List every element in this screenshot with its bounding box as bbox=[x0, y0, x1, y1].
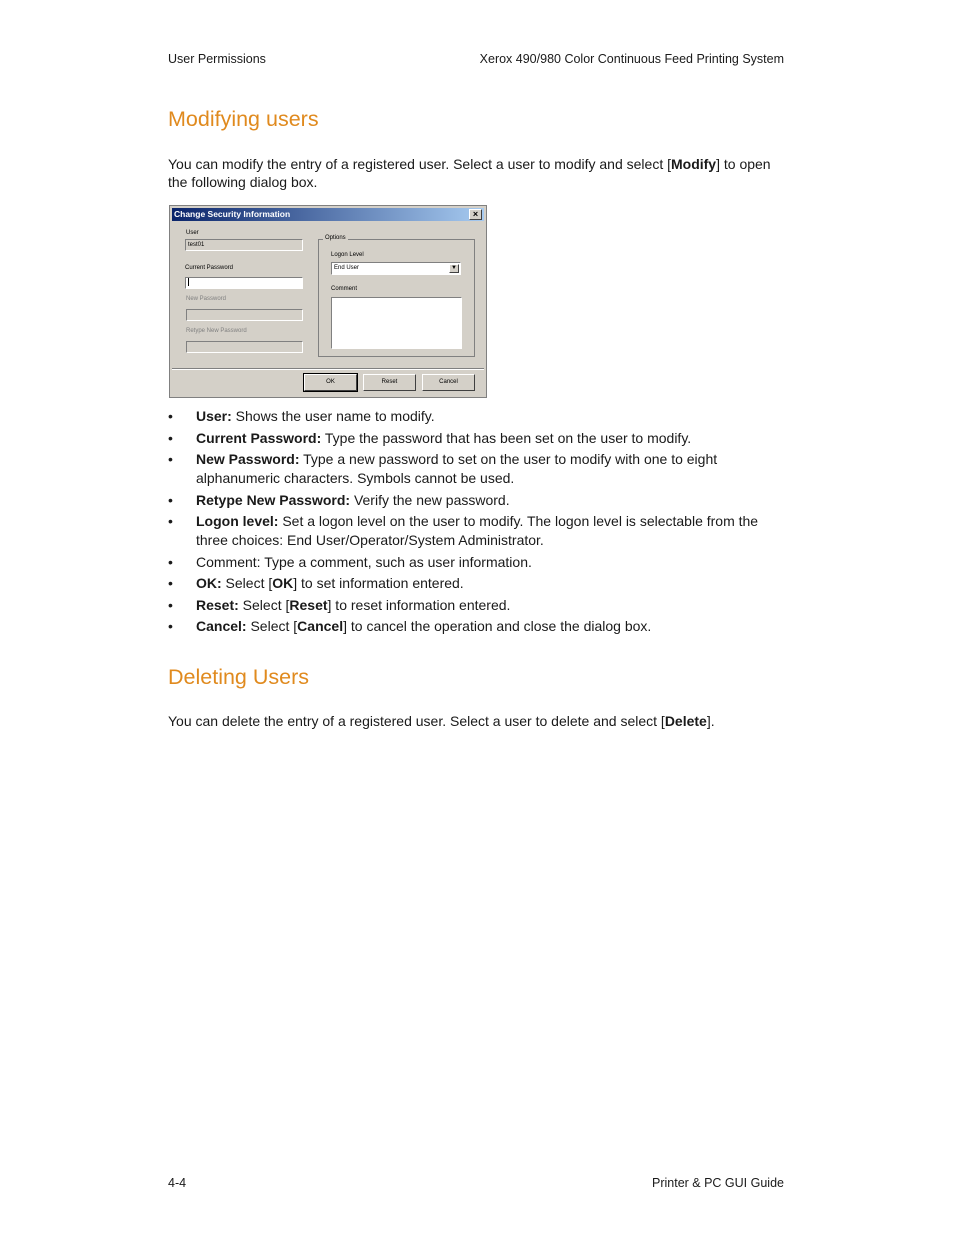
modifying-intro-bold: Modify bbox=[670, 156, 717, 172]
bullet-icon: • bbox=[168, 513, 173, 529]
bullet-icon: • bbox=[168, 408, 173, 424]
list-item-term: OK: bbox=[196, 575, 222, 591]
list-item-button-ref: Reset bbox=[289, 596, 328, 613]
list-item bbox=[168, 617, 783, 636]
logon-level-select[interactable] bbox=[331, 262, 461, 275]
comment-textarea[interactable] bbox=[331, 297, 462, 349]
list-item-text: Select [ bbox=[246, 618, 298, 634]
modifying-intro-paragraph bbox=[168, 155, 783, 191]
list-item bbox=[168, 429, 783, 448]
deleting-intro-bold: Delete bbox=[664, 713, 707, 729]
list-item-text: Select [ bbox=[221, 575, 273, 591]
list-item-text: Type the password that has been set on the user to modify. bbox=[321, 429, 692, 446]
retype-password-field[interactable] bbox=[186, 341, 303, 353]
bullet-icon: • bbox=[168, 618, 173, 634]
options-label: Options bbox=[325, 235, 346, 241]
page-number: 4-4 bbox=[168, 1176, 187, 1190]
list-item bbox=[168, 491, 783, 510]
deleting-intro-pre: You can delete the entry of a registered user. Select a user to delete and select [ bbox=[168, 713, 665, 729]
current-password-field[interactable] bbox=[185, 277, 303, 289]
list-item-term: Logon level: bbox=[196, 513, 279, 529]
list-item-term: Cancel: bbox=[196, 618, 247, 634]
comment-label: Comment bbox=[331, 286, 358, 292]
new-password-label: New Password bbox=[186, 296, 227, 302]
deleting-intro-post: ]. bbox=[706, 713, 715, 729]
options-groupbox bbox=[318, 235, 475, 357]
logon-level-label: Logon Level bbox=[331, 252, 364, 258]
bullet-icon: • bbox=[168, 429, 173, 446]
list-item-term: Reset: bbox=[196, 596, 239, 613]
chevron-down-icon[interactable]: ▼ bbox=[449, 264, 459, 273]
list-item bbox=[168, 407, 783, 426]
list-item-text: ] to reset information entered. bbox=[327, 596, 511, 613]
bullet-icon: • bbox=[168, 575, 173, 591]
list-item-button-ref: Cancel bbox=[297, 618, 344, 634]
running-header-right: Xerox 490/980 Color Continuous Feed Printing System bbox=[479, 52, 784, 66]
list-item bbox=[168, 553, 783, 572]
running-footer-right: Printer & PC GUI Guide bbox=[652, 1176, 784, 1190]
list-item bbox=[168, 450, 783, 488]
modifying-intro-post: ] to open the following dialog box. bbox=[168, 156, 771, 190]
list-item-button-ref: OK bbox=[272, 575, 294, 591]
list-item bbox=[168, 574, 783, 593]
user-label: User bbox=[186, 230, 199, 236]
list-item-term: Retype New Password: bbox=[196, 491, 351, 508]
field-description-list bbox=[168, 407, 783, 639]
bullet-icon: • bbox=[168, 491, 173, 508]
list-item-text: Shows the user name to modify. bbox=[231, 408, 435, 424]
deleting-intro-paragraph bbox=[168, 712, 783, 730]
section-title-modifying-users: Modifying users bbox=[168, 107, 319, 131]
list-item-text: Set a logon level on the user to modify. The logon level is selectable from the three choices: End User/Operator/System Administrator. bbox=[196, 513, 759, 548]
ok-button[interactable]: OK bbox=[304, 374, 357, 391]
running-header-left: User Permissions bbox=[168, 52, 266, 66]
dialog-titlebar bbox=[172, 208, 484, 221]
bullet-icon: • bbox=[168, 596, 173, 613]
new-password-field[interactable] bbox=[186, 309, 303, 321]
section-title-deleting-users: Deleting Users bbox=[168, 665, 309, 689]
list-item-text: Select [ bbox=[238, 596, 290, 613]
retype-password-label: Retype New Password bbox=[186, 328, 247, 334]
list-item-term: User: bbox=[196, 408, 232, 424]
current-password-label: Current Password bbox=[185, 265, 234, 271]
list-item-text: Verify the new password. bbox=[350, 491, 510, 508]
list-item bbox=[168, 512, 783, 550]
cancel-button[interactable]: Cancel bbox=[422, 374, 475, 391]
list-item-term: New Password: bbox=[196, 451, 300, 467]
list-item-term: Current Password: bbox=[196, 429, 322, 446]
modifying-intro-pre: You can modify the entry of a registered user. Select a user to modify and select [ bbox=[168, 156, 671, 172]
bullet-icon: • bbox=[168, 553, 173, 570]
list-item-text: Comment: Type a comment, such as user information. bbox=[196, 553, 532, 570]
list-item-text: Type a new password to set on the user to modify with one to eight alphanumeric characters. Symbols cannot be used. bbox=[196, 451, 718, 486]
close-icon[interactable]: × bbox=[469, 209, 482, 220]
bullet-icon: • bbox=[168, 451, 173, 467]
list-item bbox=[168, 596, 783, 615]
dialog-separator bbox=[172, 368, 484, 370]
dialog-title: Change Security Information bbox=[174, 209, 291, 219]
text-caret bbox=[188, 278, 189, 286]
reset-button[interactable]: Reset bbox=[363, 374, 416, 391]
change-security-dialog-screenshot bbox=[169, 205, 487, 398]
user-field[interactable]: test01 bbox=[185, 239, 303, 251]
list-item-text: ] to cancel the operation and close the dialog box. bbox=[343, 618, 652, 634]
logon-level-value: End User bbox=[334, 265, 360, 271]
list-item-text: ] to set information entered. bbox=[293, 575, 464, 591]
